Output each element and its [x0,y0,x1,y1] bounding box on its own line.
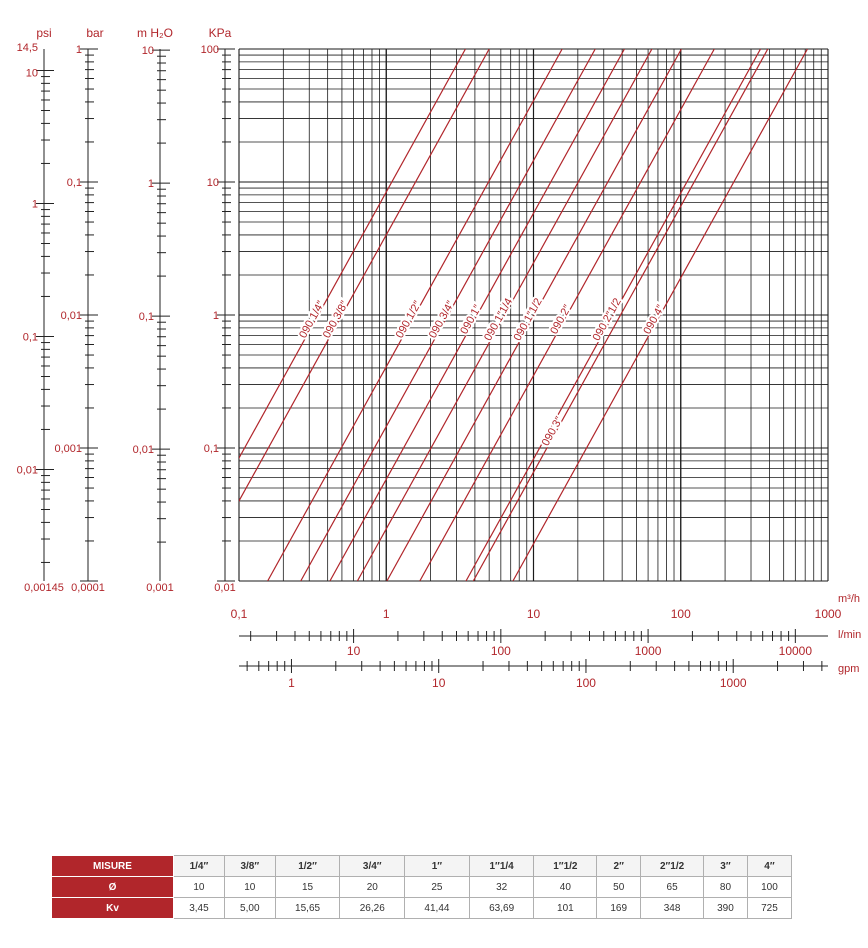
y-tick-label: 0,1 [22,331,38,344]
curve-label: 090 4″ [641,302,668,337]
table-row-kv [52,898,792,919]
y-axis-unit: m H₂O [137,26,173,40]
x-tick-label: 10 [432,676,446,690]
table-cell-value: 63,69 [469,898,534,919]
y-tick-label: 0,001 [146,582,174,594]
y-tick-label: 100 [200,44,219,56]
table-cell-size: 1″1/2 [534,856,597,877]
y-axis-0 [17,26,64,594]
table-cell-value: 169 [597,898,641,919]
table-cell-value: 25 [405,877,470,898]
x-tick-label: 10000 [778,644,813,658]
x-tick-label: 1 [288,676,295,690]
y-tick-label: 0,01 [214,582,236,594]
table-cell-value: 80 [703,877,747,898]
y-tick-label: 0,1 [66,177,82,189]
y-tick-label: 0,01 [16,464,38,477]
x-tick-label: 1000 [719,676,747,690]
y-axis-3 [201,26,236,594]
table-cell-value: 20 [340,877,405,898]
table-cell-value: 10 [174,877,225,898]
table-cell-size: 1″1/4 [469,856,534,877]
kv-table [51,855,792,919]
x-axis-gpm [239,659,859,690]
x-tick-label: 0,1 [230,607,248,621]
table-cell-size: 1/4″ [174,856,225,877]
y-axis-unit: KPa [208,26,232,40]
x-axis-unit: gpm [838,663,860,675]
table-cell-value: 5,00 [224,898,275,919]
x-axis-unit: l/min [838,629,862,641]
y-tick-label: 10 [25,67,38,80]
y-tick-label: 0,001 [54,443,82,455]
y-tick-label: 0,1 [138,311,154,324]
curve-label: 090 1″ [458,302,485,337]
curve-label: 090 3/4″ [426,298,458,341]
y-tick-label: 1 [31,198,38,211]
y-tick-label: 1 [147,178,154,191]
x-axis-unit: m³/h [838,593,860,605]
table-cell-value: 3,45 [174,898,225,919]
curve-label: 090 1/4″ [297,298,328,341]
flow-axes [231,593,862,690]
y-tick-label: 0,00145 [24,582,64,594]
x-tick-label: 10 [346,644,361,658]
table-cell-size: 1″ [405,856,470,877]
table-cell-value: 15 [275,877,340,898]
curve-label: 090 1″1/2 [511,296,545,343]
table-row-label: Kv [52,898,174,919]
table-cell-size: 3″ [703,856,747,877]
y-tick-label: 10 [141,45,154,58]
curve-label: 090 3″ [539,414,566,449]
table-header-label: MISURE [52,856,174,877]
table-cell-size: 2″ [597,856,641,877]
curve-label: 090 3/8″ [320,298,352,341]
pressure-axes [17,26,236,594]
table-cell-size: 3/8″ [224,856,275,877]
table-cell-value: 101 [534,898,597,919]
y-tick-label: 1 [75,44,82,56]
curve-labels [297,296,667,448]
x-tick-label: 1000 [814,607,842,621]
table-cell-size: 2″1/2 [641,856,704,877]
x-axis-m3h [231,593,860,621]
table-cell-value: 10 [224,877,275,898]
curve-label: 090 2″1/2 [590,296,624,343]
x-tick-label: 100 [575,676,596,690]
y-tick-label: 0,1 [203,443,219,455]
y-tick-label: 0,01 [132,444,154,457]
table-cell-value: 26,26 [340,898,405,919]
curve-label: 090 2″ [548,302,574,337]
y-tick-label: 0,0001 [71,582,105,594]
x-tick-label: 1000 [634,644,662,658]
table-cell-value: 65 [641,877,704,898]
table-cell-value: 15,65 [275,898,340,919]
y-tick-label: 10 [206,177,219,189]
table-cell-size: 3/4″ [340,856,405,877]
y-tick-label: 1 [212,310,219,322]
table-cell-value: 348 [641,898,704,919]
table-cell-value: 32 [469,877,534,898]
table-cell-size: 4″ [747,856,791,877]
x-tick-label: 1 [382,607,390,621]
table-cell-value: 725 [747,898,791,919]
table-cell-value: 100 [747,877,791,898]
y-tick-label: 0,01 [60,310,82,322]
table-cell-size: 1/2″ [275,856,340,877]
table-row-label: Ø [52,877,174,898]
table-cell-value: 50 [597,877,641,898]
y-tick-label: 14,5 [16,42,38,55]
table-row-diameter [52,877,792,898]
y-axis-unit: bar [86,26,104,40]
y-axis-1 [54,26,104,594]
curve-label: 090 1″1/4 [482,296,516,343]
x-axis-lmin [239,629,861,658]
table-cell-value: 390 [703,898,747,919]
x-tick-label: 100 [670,607,691,621]
x-tick-label: 100 [490,644,511,658]
table-cell-value: 41,44 [405,898,470,919]
table-header-row [52,856,792,877]
table-cell-value: 40 [534,877,597,898]
y-axis-2 [133,26,174,594]
y-axis-unit: psi [36,26,52,40]
x-tick-label: 10 [526,607,541,621]
curve-label: 090 1/2″ [393,298,424,341]
